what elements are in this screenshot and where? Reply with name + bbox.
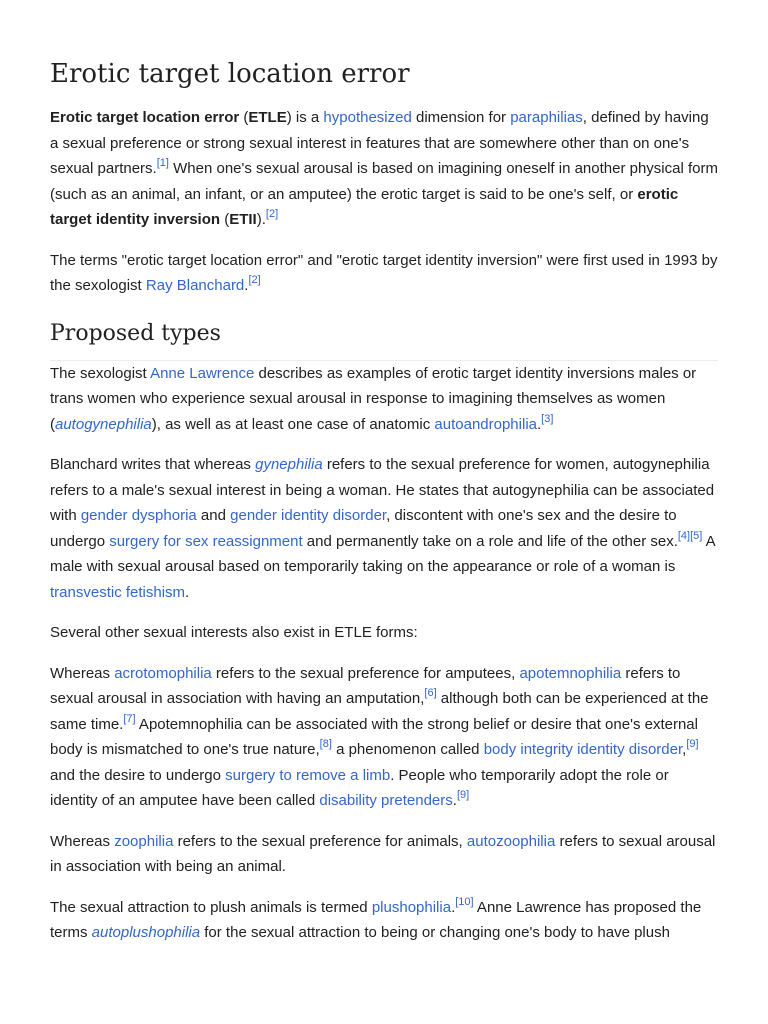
text-run: refers to sexual arousal in association with being an animal. [50, 832, 716, 875]
text-run: Several other sexual interests also exist in ETLE forms: [50, 624, 418, 641]
link-zoophilia[interactable]: zoophilia [114, 832, 174, 850]
text-run: Anne Lawrence has proposed the terms [50, 898, 702, 941]
bold-term: ETII [229, 211, 257, 228]
link-autoplushophilia[interactable]: autoplushophilia [91, 924, 201, 941]
citation-link[interactable]: [6] [424, 687, 437, 699]
bold-term: erotic target identity inversion [50, 185, 679, 228]
section-paragraph [50, 620, 718, 646]
text-run: refers to the sexual preference for women, autogynephilia refers to a male's sexual interest in being a woman. He states that autogynephilia can be associated with [50, 456, 715, 524]
bold-term: ETLE [248, 109, 287, 126]
citation-link[interactable]: [7] [123, 712, 136, 725]
bold-term: Erotic target location error [50, 109, 240, 126]
citation-ref [424, 687, 436, 699]
link-acrotomophilia[interactable]: acrotomophilia [114, 664, 212, 682]
link-anne-lawrence[interactable]: Anne Lawrence [150, 364, 255, 382]
section-paragraph [50, 829, 718, 880]
citation-link[interactable]: [3] [541, 412, 554, 425]
citation-ref [457, 789, 469, 801]
text-run: , defined by having a sexual preference or strong sexual interest in features that are somewhere other than on one's sexual partners. [50, 109, 709, 177]
link-disability-pretenders[interactable]: disability pretenders [319, 792, 453, 809]
citation-ref [455, 896, 473, 908]
text-run: refers to the sexual preference for amputees, [211, 664, 520, 682]
text-run: and permanently take on a role and life of the other sex. [302, 532, 678, 550]
text-run: , discontent with one's sex and the desire to undergo [50, 507, 677, 550]
link-plushophilia[interactable]: plushophilia [371, 898, 452, 916]
citation-ref [248, 274, 260, 286]
text-run: for the sexual attraction to being or changing one's body to have plush [200, 924, 670, 941]
link-ray-blanchard[interactable]: Ray Blanchard [145, 277, 245, 294]
text-run: ( [220, 211, 230, 228]
citation-ref [123, 713, 135, 725]
citation-ref [678, 530, 690, 542]
text-run: and [196, 507, 231, 524]
section-paragraph [50, 895, 718, 946]
citation-ref [266, 208, 278, 220]
text-run: A male with sexual arousal based on temporarily taking on the appearance or role of a woman is [50, 532, 715, 575]
intro-paragraph [50, 248, 718, 299]
text-run: and the desire to undergo [50, 766, 226, 784]
citation-ref [690, 530, 702, 542]
citation-link[interactable]: [9] [686, 738, 699, 750]
link-gender-identity-disorder[interactable]: gender identity disorder [230, 507, 387, 524]
text-run: ). [256, 211, 266, 228]
link-autozoophilia[interactable]: autozoophilia [466, 832, 556, 850]
page-title: Erotic target location error [50, 59, 410, 89]
section-paragraph [50, 661, 718, 814]
link-gynephilia[interactable]: gynephilia [255, 456, 323, 473]
citation-link[interactable]: [4] [677, 529, 691, 542]
text-run: ), as well as at least one case of anatomic [151, 415, 435, 433]
text-run: , [682, 741, 687, 758]
text-run: Whereas [50, 832, 115, 850]
citation-ref [541, 413, 553, 425]
citation-link[interactable]: [1] [156, 157, 169, 169]
text-run: ( [239, 109, 249, 126]
text-run: Whereas [50, 664, 115, 682]
text-run: . People who temporarily adopt the role or identity of an amputee have been called [50, 766, 669, 809]
text-run: The terms "erotic target location error" and "erotic target identity inversion" were first used in 1993 by the sexologist [50, 251, 718, 294]
text-run: The sexologist [50, 364, 151, 382]
link-surgery-for-sex-reassignment[interactable]: surgery for sex reassignment [109, 532, 303, 550]
citation-link[interactable]: [9] [456, 789, 470, 801]
link-body-integrity-identity-disorder[interactable]: body integrity identity disorder [483, 741, 683, 758]
text-run: refers to sexual arousal in association with having an amputation, [50, 664, 681, 707]
link-paraphilias[interactable]: paraphilias [510, 109, 583, 126]
intro-section [50, 105, 718, 299]
link-apotemnophilia[interactable]: apotemnophilia [519, 664, 622, 682]
text-run: . [537, 415, 542, 433]
link-gender-dysphoria[interactable]: gender dysphoria [80, 507, 197, 524]
citation-link[interactable]: [2] [265, 208, 279, 220]
section-heading-proposed-types: Proposed types [50, 318, 718, 361]
citation-link[interactable]: [5] [690, 529, 703, 542]
text-run: describes as examples of erotic target identity inversions males or trans women who experience sexual arousal in response to imagining themselves as women ( [50, 364, 697, 433]
citation-link[interactable]: [8] [319, 738, 332, 750]
link-hypothesized[interactable]: hypothesized [323, 109, 412, 126]
text-run: although both can be experienced at the same time. [50, 690, 709, 733]
citation-ref [157, 157, 169, 169]
link-autogynephilia[interactable]: autogynephilia [55, 415, 152, 433]
proposed-types-section [50, 361, 718, 946]
link-autoandrophilia[interactable]: autoandrophilia [434, 415, 537, 433]
text-run: a phenomenon called [331, 741, 484, 758]
citation-link[interactable]: [10] [455, 895, 474, 908]
citation-ref [686, 738, 698, 750]
text-run: ) is a [286, 109, 324, 126]
text-run: refers to the sexual preference for animals, [173, 832, 467, 850]
text-run: Blanchard writes that whereas [50, 456, 256, 473]
citation-ref [320, 738, 332, 750]
text-run: . [452, 792, 457, 809]
text-run: Apotemnophilia can be associated with the strong belief or desire that one's external body is mismatched to one's true nature, [50, 715, 698, 758]
text-run: When one's sexual arousal is based on imagining oneself in another physical form (such as an animal, an infant, or an amputee) the erotic target is said to be one's self, or [50, 160, 718, 203]
text-run: . [185, 583, 190, 601]
link-surgery-to-remove-a-limb[interactable]: surgery to remove a limb [225, 766, 391, 784]
citation-link[interactable]: [2] [248, 274, 261, 286]
text-run: The sexual attraction to plush animals is termed [50, 898, 372, 916]
text-run: . [244, 277, 249, 294]
intro-paragraph [50, 105, 718, 233]
link-transvestic-fetishism[interactable]: transvestic fetishism [50, 583, 186, 601]
section-paragraph [50, 452, 718, 605]
text-run: dimension for [411, 109, 511, 126]
text-run: . [451, 898, 456, 916]
section-paragraph [50, 361, 718, 438]
